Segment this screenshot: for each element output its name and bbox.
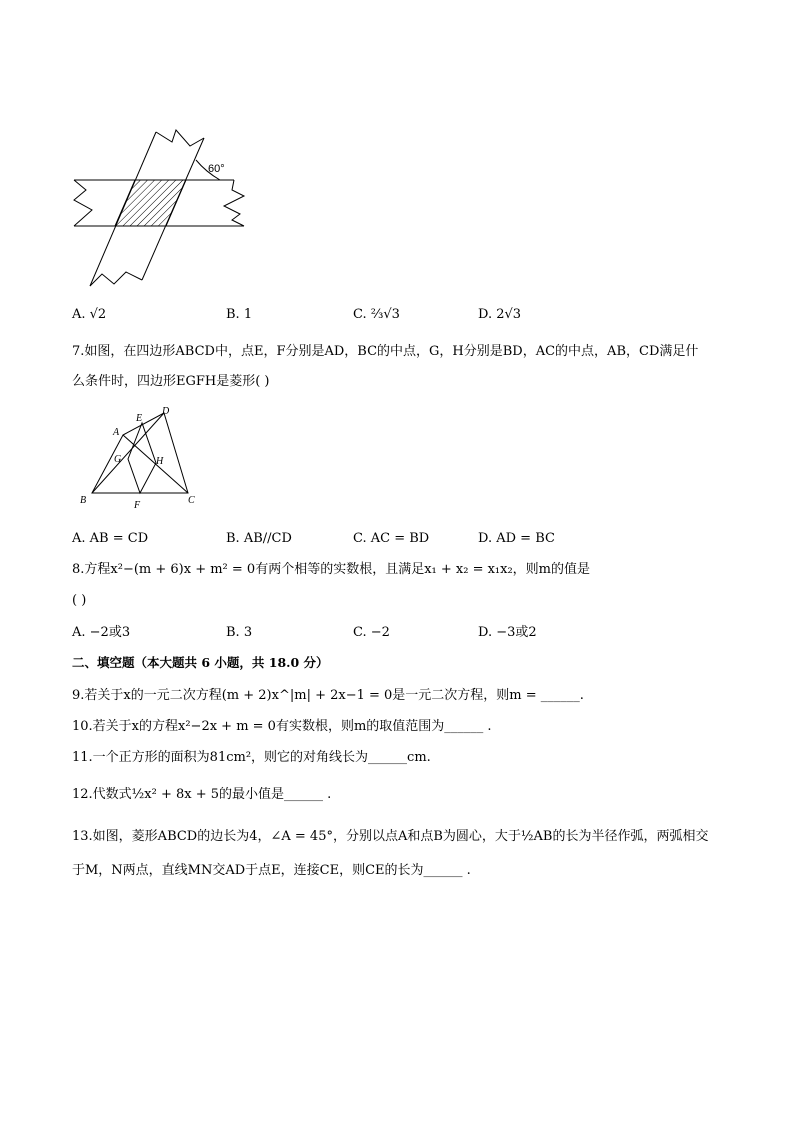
figure-quadrilateral-diagram — [76, 405, 200, 513]
label-b: B — [80, 495, 87, 506]
q11-stem: 11.一个正方形的面积为81cm²，则它的对角线长为______cm. — [72, 750, 431, 765]
angle-label: 60° — [208, 163, 225, 175]
q7-stem-line1: 7.如图，在四边形ABCD中，点E，F分别是AD，BC的中点，G，H分别是BD，AC的中点，AB，CD满足什 — [72, 344, 699, 359]
q8-option-a[interactable]: A. −2或3 — [72, 625, 131, 640]
diag-bd — [92, 413, 164, 493]
label-d: D — [162, 406, 170, 417]
q6-option-d[interactable]: D. 2√3 — [478, 307, 522, 322]
q8-stem-line1: 8.方程x²−(m + 6)x + m² = 0有两个相等的实数根，且满足x₁ + x₂ = x₁x₂，则m的值是 — [72, 562, 591, 577]
quad-abcd — [92, 413, 188, 493]
label-c: C — [188, 495, 195, 506]
q6-option-b[interactable]: B. 1 — [226, 307, 253, 322]
slanted-strip-top-tear — [156, 130, 204, 146]
q7-option-d[interactable]: D. AD = BC — [478, 531, 555, 546]
q13-stem-line1: 13.如图，菱形ABCD的边长为4，∠A = 45°，分别以点A和点B为圆心，大于½AB的长为半径作弧，两弧相交 — [72, 829, 709, 844]
section-fill-in-heading: 二、填空题（本大题共 6 小题，共 18.0 分） — [72, 655, 329, 670]
label-e: E — [136, 413, 143, 424]
q7-stem-line2: 么条件时，四边形EGFH是菱形( ) — [72, 374, 270, 389]
label-a: A — [113, 427, 120, 438]
q6-option-a[interactable]: A. √2 — [72, 307, 107, 322]
q8-option-c[interactable]: C. −2 — [353, 625, 390, 640]
horizontal-strip-left-tear — [74, 180, 92, 226]
q13-stem-line2: 于M，N两点，直线MN交AD于点E，连接CE，则CE的长为______ . — [72, 863, 471, 878]
q7-option-b[interactable]: B. AB//CD — [226, 531, 292, 546]
q7-option-a[interactable]: A. AB = CD — [72, 531, 149, 546]
q8-option-d[interactable]: D. −3或2 — [478, 625, 537, 640]
label-h: H — [156, 456, 164, 467]
q7-option-c[interactable]: C. AC = BD — [353, 531, 430, 546]
figure-strips-diagram — [72, 128, 250, 290]
q6-option-c[interactable]: C. ⅔√3 — [353, 307, 400, 322]
q8-stem-line2: ( ) — [72, 593, 87, 608]
quadrilateral-svg — [76, 405, 200, 513]
shaded-overlap — [115, 180, 186, 226]
label-g: G — [114, 454, 122, 465]
q8-option-b[interactable]: B. 3 — [226, 625, 253, 640]
slanted-strip-bottom-tear — [90, 272, 142, 286]
label-f: F — [134, 500, 141, 511]
quad-egfh — [128, 423, 156, 493]
q9-stem: 9.若关于x的一元二次方程(m + 2)x^|m| + 2x−1 = 0是一元二次方程，则m = ______. — [72, 688, 584, 703]
q10-stem: 10.若关于x的方程x²−2x + m = 0有实数根，则m的取值范围为______ . — [72, 719, 492, 734]
horizontal-strip-right-tear — [224, 180, 244, 226]
q12-stem: 12.代数式½x² + 8x + 5的最小值是______ . — [72, 787, 332, 802]
strips-svg — [72, 128, 250, 290]
